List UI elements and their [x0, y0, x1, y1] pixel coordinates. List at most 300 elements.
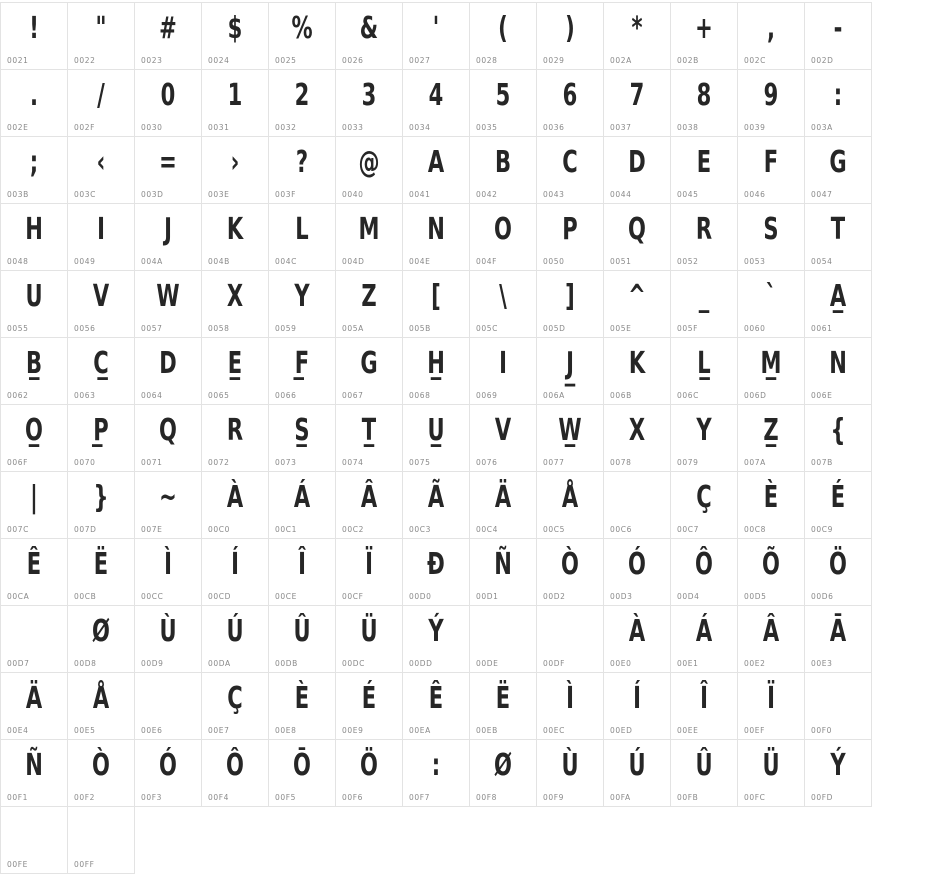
glyph-character: R [695, 212, 713, 247]
glyph-cell[interactable] [1, 606, 68, 673]
glyph-character: O̲ [25, 413, 43, 448]
glyph-character: : [833, 78, 843, 113]
glyph-cell[interactable] [135, 740, 202, 807]
glyph-character: I [499, 346, 507, 381]
glyph-cell[interactable] [604, 3, 671, 70]
glyph-character [477, 610, 528, 654]
glyph-codepoint: 003B [7, 190, 29, 199]
glyph-character: É [830, 480, 846, 515]
glyph-character: P [562, 212, 578, 247]
glyph-character: 9 [763, 78, 779, 113]
glyph-cell[interactable] [202, 70, 269, 137]
glyph-cell[interactable] [470, 606, 537, 673]
glyph-cell[interactable] [805, 3, 872, 70]
glyph-codepoint: 002C [744, 56, 766, 65]
glyph-cell[interactable] [135, 405, 202, 472]
glyph-cell[interactable] [403, 271, 470, 338]
glyph-cell[interactable] [403, 673, 470, 740]
glyph-cell[interactable] [1, 539, 68, 606]
glyph-cell[interactable] [68, 271, 135, 338]
glyph-character: 5 [495, 78, 511, 113]
glyph-cell[interactable] [738, 338, 805, 405]
glyph-cell[interactable] [604, 338, 671, 405]
glyph-cell[interactable] [269, 472, 336, 539]
glyph-codepoint: 0068 [409, 391, 431, 400]
glyph-character: Â [762, 614, 780, 649]
glyph-character: L [295, 212, 309, 247]
glyph-cell[interactable] [135, 338, 202, 405]
glyph-cell[interactable] [403, 539, 470, 606]
glyph-cell[interactable] [202, 338, 269, 405]
glyph-character: Ā [829, 614, 847, 649]
glyph-character: ? [295, 145, 309, 180]
glyph-character: C [562, 145, 578, 180]
glyph-character: Ø [494, 748, 512, 783]
glyph-cell[interactable] [68, 204, 135, 271]
glyph-codepoint: 00DC [342, 659, 365, 668]
glyph-codepoint: 0048 [7, 257, 29, 266]
glyph-cell[interactable] [537, 70, 604, 137]
glyph-cell[interactable] [202, 472, 269, 539]
glyph-character: Ý [830, 748, 846, 783]
glyph-cell[interactable] [336, 539, 403, 606]
glyph-cell[interactable] [805, 539, 872, 606]
glyph-character: N [829, 346, 847, 381]
glyph-character: Ì [164, 547, 172, 582]
glyph-codepoint: 002F [74, 123, 96, 132]
glyph-cell[interactable] [135, 472, 202, 539]
glyph-character: & [359, 11, 379, 46]
glyph-cell[interactable] [805, 271, 872, 338]
glyph-character: Ó [628, 547, 646, 582]
glyph-cell[interactable] [537, 740, 604, 807]
glyph-cell[interactable] [671, 271, 738, 338]
glyph-cell[interactable] [604, 137, 671, 204]
glyph-cell[interactable] [202, 3, 269, 70]
glyph-codepoint: 00FD [811, 793, 834, 802]
glyph-cell[interactable] [671, 539, 738, 606]
glyph-character: Ù [561, 748, 579, 783]
glyph-cell[interactable] [336, 472, 403, 539]
glyph-cell[interactable] [537, 606, 604, 673]
glyph-cell[interactable] [671, 137, 738, 204]
glyph-codepoint: 00E3 [811, 659, 833, 668]
glyph-character: Á [695, 614, 713, 649]
glyph-cell[interactable] [403, 204, 470, 271]
glyph-cell[interactable] [1, 3, 68, 70]
glyph-cell[interactable] [202, 606, 269, 673]
glyph-character: D [159, 346, 177, 381]
glyph-character: Î [298, 547, 306, 582]
glyph-cell[interactable] [202, 405, 269, 472]
glyph-codepoint: 0050 [543, 257, 565, 266]
glyph-codepoint: 0030 [141, 123, 163, 132]
glyph-codepoint: 0070 [74, 458, 96, 467]
glyph-cell[interactable] [604, 673, 671, 740]
glyph-character: È [294, 681, 310, 716]
glyph-character: Õ [762, 547, 780, 582]
glyph-cell[interactable] [604, 539, 671, 606]
glyph-codepoint: 0024 [208, 56, 230, 65]
glyph-codepoint: 0053 [744, 257, 766, 266]
glyph-cell[interactable] [738, 606, 805, 673]
glyph-cell[interactable] [738, 740, 805, 807]
glyph-character: Û [695, 748, 713, 783]
glyph-codepoint: 00DF [543, 659, 566, 668]
glyph-cell[interactable] [604, 271, 671, 338]
glyph-character: ] [565, 279, 575, 314]
glyph-codepoint: 00E6 [141, 726, 163, 735]
glyph-cell[interactable] [202, 740, 269, 807]
glyph-cell[interactable] [1, 472, 68, 539]
glyph-codepoint: 0069 [476, 391, 498, 400]
glyph-cell[interactable] [537, 137, 604, 204]
glyph-codepoint: 00F0 [811, 726, 833, 735]
glyph-codepoint: 00D2 [543, 592, 566, 601]
glyph-codepoint: 00EE [677, 726, 699, 735]
glyph-cell[interactable] [805, 204, 872, 271]
glyph-character: H [25, 212, 43, 247]
glyph-codepoint: 00D3 [610, 592, 633, 601]
glyph-codepoint: 00F1 [7, 793, 29, 802]
glyph-cell[interactable] [135, 3, 202, 70]
glyph-character: { [830, 413, 846, 448]
glyph-cell[interactable] [470, 137, 537, 204]
glyph-codepoint: 0041 [409, 190, 431, 199]
glyph-character: P̲ [93, 413, 109, 448]
glyph-character: Ý [428, 614, 444, 649]
glyph-character: / [97, 78, 105, 113]
glyph-cell[interactable] [1, 807, 68, 874]
glyph-cell[interactable] [403, 338, 470, 405]
glyph-codepoint: 0054 [811, 257, 833, 266]
glyph-cell[interactable] [403, 3, 470, 70]
glyph-cell[interactable] [671, 606, 738, 673]
glyph-cell[interactable] [202, 204, 269, 271]
glyph-cell[interactable] [269, 539, 336, 606]
glyph-codepoint: 00FF [74, 860, 95, 869]
glyph-cell[interactable] [805, 405, 872, 472]
glyph-cell[interactable] [403, 740, 470, 807]
glyph-cell[interactable] [537, 338, 604, 405]
glyph-codepoint: 0034 [409, 123, 431, 132]
glyph-cell[interactable] [336, 3, 403, 70]
glyph-character: Ú [628, 748, 646, 783]
glyph-codepoint: 00D4 [677, 592, 700, 601]
glyph-cell[interactable] [805, 137, 872, 204]
glyph-cell[interactable] [805, 740, 872, 807]
glyph-character: Z [361, 279, 377, 314]
glyph-grid [0, 2, 872, 874]
glyph-character: U̲ [427, 413, 445, 448]
glyph-cell[interactable] [805, 472, 872, 539]
glyph-codepoint: 00C5 [543, 525, 565, 534]
glyph-character: Â [360, 480, 378, 515]
glyph-codepoint: 00E2 [744, 659, 766, 668]
glyph-cell[interactable] [202, 137, 269, 204]
glyph-cell[interactable] [202, 539, 269, 606]
glyph-cell[interactable] [269, 137, 336, 204]
glyph-cell[interactable] [68, 3, 135, 70]
glyph-cell[interactable] [470, 673, 537, 740]
glyph-cell[interactable] [671, 405, 738, 472]
glyph-cell[interactable] [68, 472, 135, 539]
glyph-character: ` [765, 279, 777, 314]
glyph-cell[interactable] [537, 271, 604, 338]
glyph-cell[interactable] [537, 204, 604, 271]
glyph-character: Ç [696, 480, 712, 515]
glyph-cell[interactable] [135, 539, 202, 606]
glyph-codepoint: 00F2 [74, 793, 96, 802]
glyph-cell[interactable] [738, 472, 805, 539]
glyph-codepoint: 0021 [7, 56, 29, 65]
glyph-character: Ü [360, 614, 378, 649]
glyph-codepoint: 002B [677, 56, 699, 65]
glyph-cell[interactable] [470, 539, 537, 606]
glyph-cell[interactable] [805, 673, 872, 740]
glyph-cell[interactable] [403, 137, 470, 204]
glyph-cell[interactable] [671, 472, 738, 539]
glyph-character: G [360, 346, 378, 381]
glyph-cell[interactable] [604, 204, 671, 271]
glyph-codepoint: 0064 [141, 391, 163, 400]
glyph-cell[interactable] [269, 673, 336, 740]
glyph-cell[interactable] [68, 70, 135, 137]
glyph-cell[interactable] [1, 740, 68, 807]
glyph-cell[interactable] [202, 271, 269, 338]
glyph-character: Ê [26, 547, 42, 582]
glyph-cell[interactable] [738, 271, 805, 338]
glyph-codepoint: 0079 [677, 458, 699, 467]
glyph-cell[interactable] [537, 472, 604, 539]
glyph-codepoint: 00C9 [811, 525, 833, 534]
glyph-cell[interactable] [805, 70, 872, 137]
glyph-cell[interactable] [336, 338, 403, 405]
glyph-cell[interactable] [68, 539, 135, 606]
glyph-codepoint: 00E5 [74, 726, 96, 735]
glyph-cell[interactable] [738, 405, 805, 472]
glyph-codepoint: 00E7 [208, 726, 230, 735]
glyph-cell[interactable] [738, 3, 805, 70]
glyph-character: Y [294, 279, 310, 314]
glyph-cell[interactable] [1, 70, 68, 137]
glyph-codepoint: 0072 [208, 458, 230, 467]
glyph-cell[interactable] [470, 204, 537, 271]
glyph-cell[interactable] [470, 70, 537, 137]
glyph-cell[interactable] [537, 405, 604, 472]
glyph-cell[interactable] [68, 405, 135, 472]
glyph-character: 4 [428, 78, 444, 113]
glyph-cell[interactable] [403, 472, 470, 539]
glyph-codepoint: 0035 [476, 123, 498, 132]
glyph-cell[interactable] [671, 338, 738, 405]
glyph-codepoint: 0063 [74, 391, 96, 400]
glyph-codepoint: 00F9 [543, 793, 565, 802]
glyph-character: Ä [494, 480, 512, 515]
glyph-character: _ [698, 279, 710, 314]
glyph-cell[interactable] [68, 807, 135, 874]
glyph-codepoint: 004B [208, 257, 230, 266]
glyph-cell[interactable] [738, 137, 805, 204]
glyph-character: ! [29, 11, 39, 46]
glyph-character: G [829, 145, 847, 180]
glyph-codepoint: 00D7 [7, 659, 30, 668]
glyph-cell[interactable] [604, 472, 671, 539]
glyph-cell[interactable] [671, 3, 738, 70]
glyph-cell[interactable] [269, 405, 336, 472]
glyph-character: + [695, 11, 713, 46]
glyph-character: Ò [92, 748, 110, 783]
glyph-cell[interactable] [470, 472, 537, 539]
glyph-codepoint: 00EC [543, 726, 565, 735]
glyph-character: . [29, 78, 38, 113]
glyph-cell[interactable] [269, 606, 336, 673]
glyph-character: É [361, 681, 377, 716]
glyph-cell[interactable] [1, 204, 68, 271]
glyph-cell[interactable] [604, 606, 671, 673]
glyph-cell[interactable] [403, 405, 470, 472]
glyph-codepoint: 00C8 [744, 525, 766, 534]
glyph-character: L̲ [697, 346, 711, 381]
glyph-cell[interactable] [470, 3, 537, 70]
glyph-character: 2 [294, 78, 310, 113]
glyph-codepoint: 0060 [744, 324, 766, 333]
glyph-character: Ó [159, 748, 177, 783]
glyph-codepoint: 00F7 [409, 793, 431, 802]
glyph-cell[interactable] [269, 740, 336, 807]
glyph-codepoint: 0027 [409, 56, 431, 65]
glyph-cell[interactable] [537, 3, 604, 70]
glyph-cell[interactable] [68, 137, 135, 204]
glyph-cell[interactable] [135, 673, 202, 740]
glyph-character: A̲ [829, 279, 847, 314]
glyph-cell[interactable] [269, 204, 336, 271]
glyph-cell[interactable] [68, 338, 135, 405]
glyph-cell[interactable] [336, 271, 403, 338]
glyph-codepoint: 00ED [610, 726, 633, 735]
glyph-cell[interactable] [1, 271, 68, 338]
glyph-cell[interactable] [470, 338, 537, 405]
glyph-cell[interactable] [537, 539, 604, 606]
glyph-codepoint: 007D [74, 525, 97, 534]
glyph-codepoint: 0023 [141, 56, 163, 65]
glyph-codepoint: 00F3 [141, 793, 163, 802]
glyph-character: Ì [566, 681, 574, 716]
glyph-character: S̲ [294, 413, 310, 448]
glyph-cell[interactable] [336, 137, 403, 204]
glyph-codepoint: 0061 [811, 324, 833, 333]
glyph-character: W̲ [558, 413, 582, 448]
glyph-cell[interactable] [738, 539, 805, 606]
glyph-cell[interactable] [68, 606, 135, 673]
glyph-codepoint: 0033 [342, 123, 364, 132]
glyph-cell[interactable] [269, 70, 336, 137]
glyph-cell[interactable] [671, 673, 738, 740]
glyph-cell[interactable] [336, 673, 403, 740]
glyph-character: E [696, 145, 712, 180]
glyph-codepoint: 00E4 [7, 726, 29, 735]
glyph-cell[interactable] [336, 405, 403, 472]
glyph-character: S [763, 212, 779, 247]
glyph-character: ( [498, 11, 508, 46]
glyph-codepoint: 006C [677, 391, 699, 400]
glyph-codepoint: 0039 [744, 123, 766, 132]
glyph-codepoint: 0052 [677, 257, 699, 266]
glyph-cell[interactable] [738, 673, 805, 740]
glyph-cell[interactable] [269, 3, 336, 70]
glyph-character: T̲ [361, 413, 377, 448]
glyph-cell[interactable] [135, 271, 202, 338]
glyph-codepoint: 0040 [342, 190, 364, 199]
glyph-character: Ë [93, 547, 109, 582]
glyph-codepoint: 00FA [610, 793, 631, 802]
glyph-character [611, 476, 662, 520]
glyph-codepoint: 0055 [7, 324, 29, 333]
glyph-cell[interactable] [537, 673, 604, 740]
glyph-codepoint: 0026 [342, 56, 364, 65]
glyph-codepoint: 00E9 [342, 726, 364, 735]
glyph-cell[interactable] [805, 338, 872, 405]
glyph-codepoint: 007C [7, 525, 29, 534]
glyph-cell[interactable] [336, 606, 403, 673]
glyph-cell[interactable] [470, 740, 537, 807]
glyph-cell[interactable] [1, 405, 68, 472]
glyph-character: Ç [227, 681, 243, 716]
glyph-cell[interactable] [336, 70, 403, 137]
glyph-cell[interactable] [403, 606, 470, 673]
glyph-character: 3 [361, 78, 377, 113]
glyph-cell[interactable] [671, 70, 738, 137]
glyph-cell[interactable] [68, 673, 135, 740]
glyph-cell[interactable] [738, 70, 805, 137]
glyph-cell[interactable] [671, 740, 738, 807]
glyph-cell[interactable] [470, 405, 537, 472]
glyph-cell[interactable] [738, 204, 805, 271]
glyph-cell[interactable] [68, 740, 135, 807]
glyph-cell[interactable] [671, 204, 738, 271]
glyph-character: Ú [226, 614, 244, 649]
glyph-cell[interactable] [135, 137, 202, 204]
glyph-codepoint: 00CC [141, 592, 164, 601]
glyph-cell[interactable] [269, 271, 336, 338]
glyph-cell[interactable] [202, 673, 269, 740]
glyph-cell[interactable] [403, 70, 470, 137]
glyph-cell[interactable] [470, 271, 537, 338]
glyph-cell[interactable] [269, 338, 336, 405]
glyph-cell[interactable] [604, 405, 671, 472]
glyph-cell[interactable] [135, 204, 202, 271]
glyph-codepoint: 0077 [543, 458, 565, 467]
glyph-cell[interactable] [805, 606, 872, 673]
glyph-cell[interactable] [604, 70, 671, 137]
glyph-cell[interactable] [336, 740, 403, 807]
glyph-cell[interactable] [135, 70, 202, 137]
glyph-character: B [494, 145, 512, 180]
glyph-cell[interactable] [604, 740, 671, 807]
glyph-codepoint: 006B [610, 391, 632, 400]
glyph-codepoint: 00C6 [610, 525, 632, 534]
glyph-cell[interactable] [1, 338, 68, 405]
glyph-codepoint: 00C0 [208, 525, 230, 534]
glyph-cell[interactable] [1, 673, 68, 740]
glyph-codepoint: 00FB [677, 793, 699, 802]
glyph-cell[interactable] [1, 137, 68, 204]
glyph-codepoint: 006D [744, 391, 767, 400]
glyph-codepoint: 00F6 [342, 793, 364, 802]
glyph-cell[interactable] [135, 606, 202, 673]
glyph-codepoint: 004D [342, 257, 365, 266]
glyph-cell[interactable] [336, 204, 403, 271]
